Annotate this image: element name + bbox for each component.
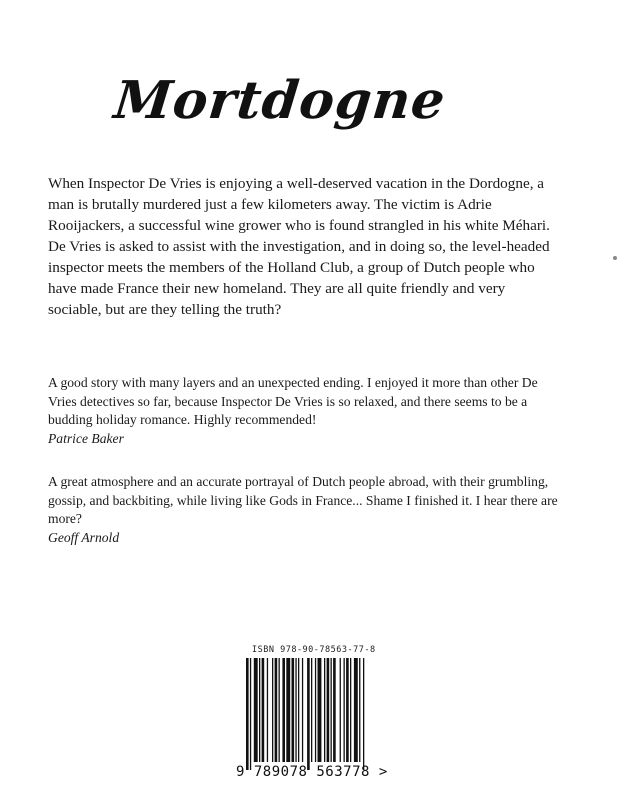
- barcode-bar: [350, 658, 351, 762]
- review-2-author: Geoff Arnold: [48, 529, 120, 545]
- barcode-bar: [331, 658, 332, 762]
- stray-dot: [613, 256, 617, 260]
- barcode-bar: [272, 658, 273, 762]
- barcode-bar: [307, 658, 310, 770]
- barcode-bar: [262, 658, 265, 762]
- review-2: [48, 473, 568, 547]
- review-1-author: Patrice Baker: [48, 430, 124, 446]
- barcode-bar: [346, 658, 349, 762]
- review-1-text: A good story with many layers and an unexpected ending. I enjoyed it more than other De Vries detectives so far, because Inspector De Vries is so relaxed, and there seems to be a budding holiday romance. Highly recommended!: [48, 375, 538, 427]
- barcode-bar: [267, 658, 268, 762]
- barcode-bar: [298, 658, 299, 762]
- review-1: [48, 374, 568, 448]
- review-2-text: A great atmosphere and an accurate portrayal of Dutch people abroad, with their grumbling, gossip, and backbiting, while living like Gods in France... Shame I finished it. I hear there are more?: [48, 474, 558, 526]
- barcode-bar: [282, 658, 285, 762]
- barcode-bar: [311, 658, 312, 762]
- barcode-bar: [279, 658, 280, 762]
- barcode-bar: [344, 658, 345, 762]
- barcode-bar: [340, 658, 341, 762]
- barcode-bar: [359, 658, 360, 762]
- barcode-bar: [292, 658, 295, 762]
- barcode-bar: [295, 658, 296, 762]
- barcode-bar: [315, 658, 316, 762]
- barcode-bar: [254, 658, 258, 762]
- isbn-label: ISBN 978-90-78563-77-8: [252, 645, 376, 655]
- barcode-bar: [259, 658, 260, 762]
- barcode-digits: 9 789078 563778 >: [236, 764, 388, 780]
- book-blurb: When Inspector De Vries is enjoying a well-deserved vacation in the Dordogne, a man is brutally murdered just a few kilometers away. The victim is Adrie Rooijackers, a successful wine grower who is found strangled in his white Méhari. De Vries is asked to assist with the investigation, and in doing so, the level-headed inspector meets the members of the Holland Club, a group of Dutch people who have made France their new homeland. They are all quite friendly and very sociable, but are they telling the truth?: [48, 175, 550, 318]
- barcode-bars: [246, 658, 396, 770]
- barcode-bar: [302, 658, 303, 762]
- barcode-bar: [250, 658, 251, 770]
- barcode-bar: [327, 658, 330, 762]
- barcode-bar: [354, 658, 358, 762]
- barcode-bar: [286, 658, 290, 762]
- barcode-bar: [324, 658, 325, 762]
- book-title: Mortdogne: [111, 70, 449, 131]
- barcode-bar: [275, 658, 278, 762]
- barcode-bar: [246, 658, 249, 770]
- barcode: [232, 640, 412, 790]
- barcode-bar: [333, 658, 336, 762]
- barcode-bar: [318, 658, 322, 762]
- barcode-bar: [363, 658, 364, 770]
